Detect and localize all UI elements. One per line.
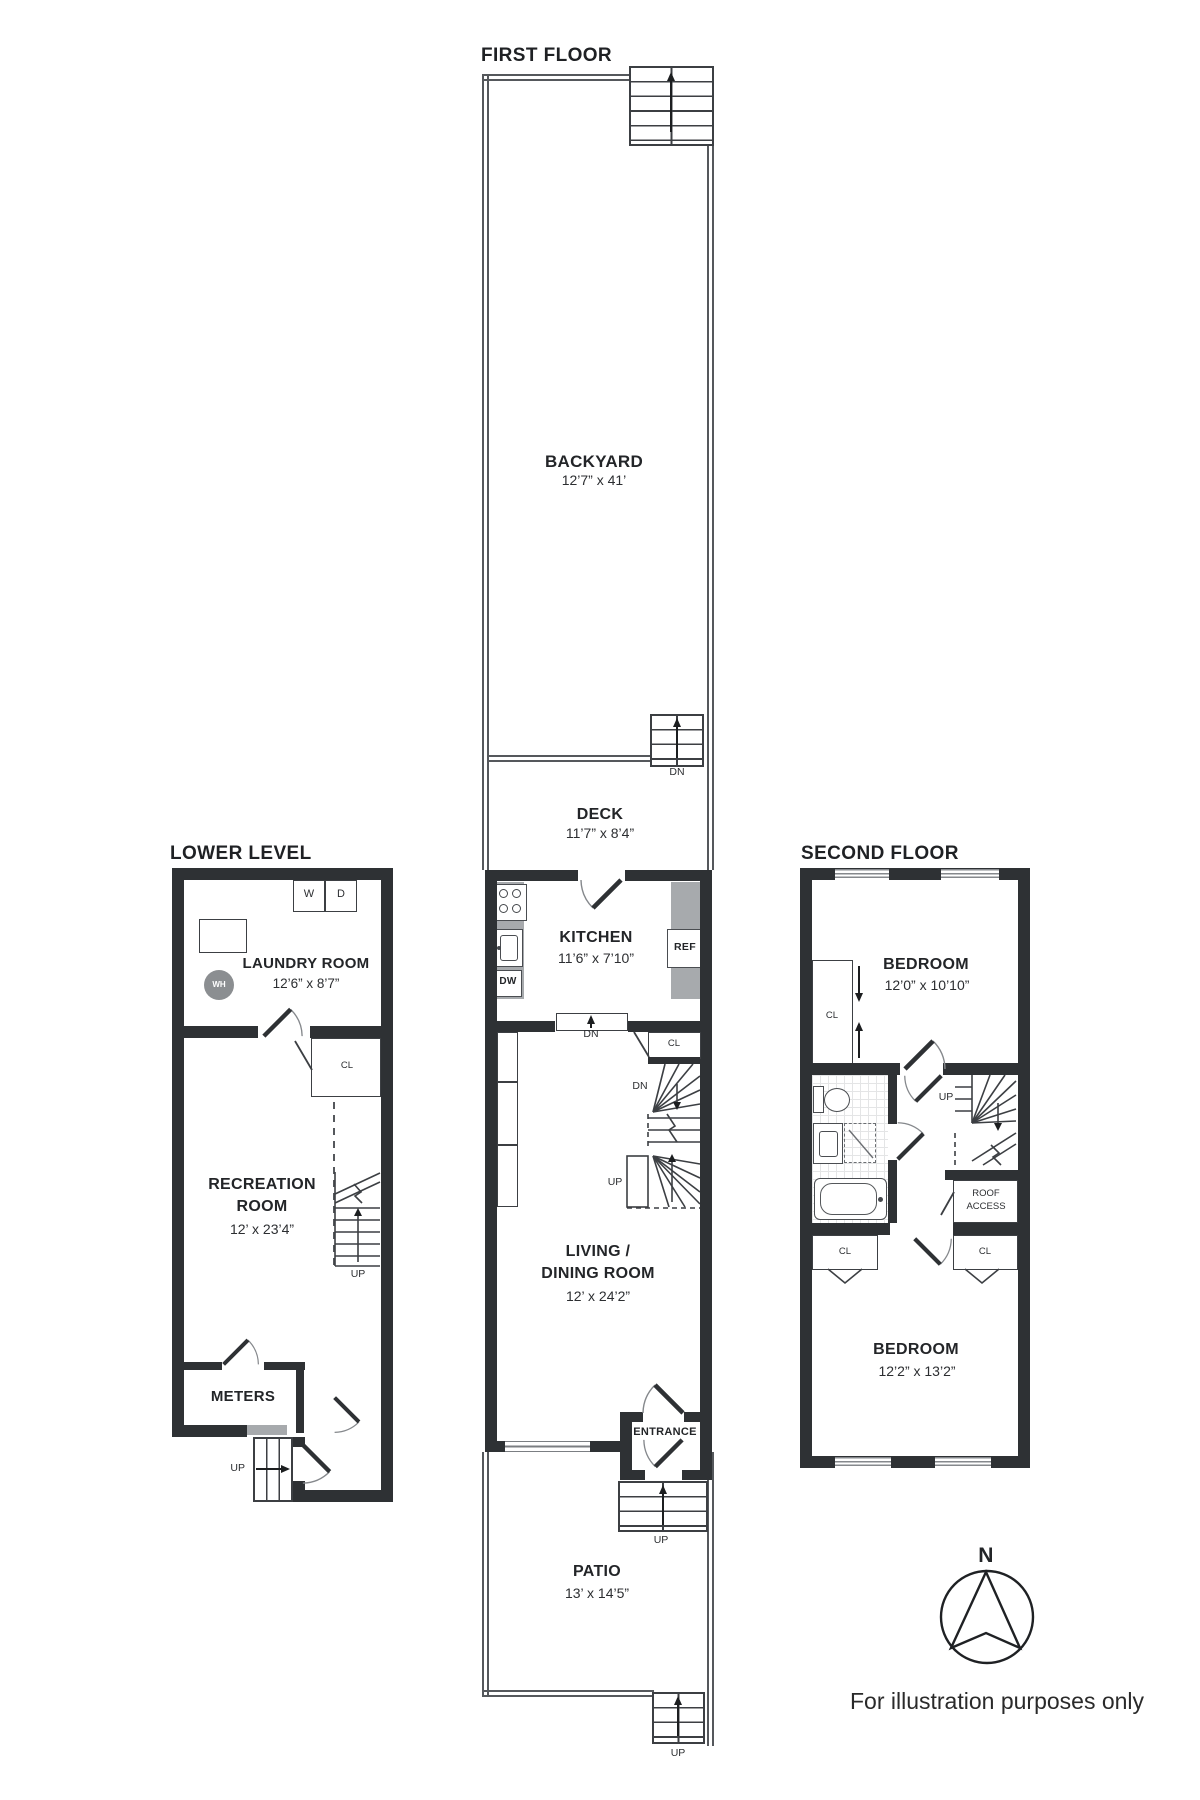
faucet-icon bbox=[497, 946, 501, 950]
backyard-stairs-up-arrow-icon bbox=[670, 74, 672, 132]
kitchen-dims: 11’6” x 7’10” bbox=[557, 950, 635, 966]
patio-boundary-left bbox=[482, 1452, 489, 1697]
drain-icon bbox=[878, 1197, 883, 1202]
wall-segment bbox=[888, 1075, 897, 1124]
living-dims: 12’ x 24’2” bbox=[565, 1288, 631, 1304]
meters-label: METERS bbox=[210, 1388, 276, 1405]
bedroom2-door-icon bbox=[912, 1236, 954, 1278]
dishwasher-label: DW bbox=[499, 976, 517, 987]
bathroom-door-icon bbox=[895, 1120, 937, 1162]
wall-segment bbox=[172, 1425, 247, 1437]
vanity-sink-icon bbox=[813, 1123, 843, 1164]
lower-exterior-door-icon bbox=[300, 1442, 344, 1486]
stair-dn-label: DN bbox=[632, 1080, 648, 1092]
lower-stairs-arrow-icon bbox=[256, 1468, 288, 1470]
bedroom2-window-icon bbox=[835, 1457, 891, 1468]
recreation-up-label: UP bbox=[350, 1268, 366, 1280]
first-floor-title: FIRST FLOOR bbox=[481, 45, 613, 66]
refrigerator-label: REF bbox=[674, 941, 696, 953]
burner-icon bbox=[499, 889, 508, 898]
patio-up-label: UP bbox=[670, 1747, 686, 1759]
burner-icon bbox=[499, 904, 508, 913]
laundry-label: LAUNDRY ROOM bbox=[242, 955, 370, 972]
wall-segment bbox=[682, 1470, 712, 1480]
shower-area-icon bbox=[844, 1123, 876, 1163]
toilet-tank-icon bbox=[813, 1086, 824, 1113]
dryer-label: D bbox=[337, 888, 345, 900]
wall-segment bbox=[180, 1362, 222, 1370]
recreation-label-line2: ROOM bbox=[236, 1198, 288, 1215]
living-closet-label: CL bbox=[667, 1038, 681, 1049]
bedroom1-window-icon bbox=[941, 869, 999, 880]
entrance-stairs-arrow-icon bbox=[662, 1487, 664, 1525]
wall-segment bbox=[310, 1026, 393, 1038]
wall-segment bbox=[296, 1362, 304, 1433]
wall-segment bbox=[485, 1021, 555, 1032]
bedroom2-dims: 12’2” x 13’2” bbox=[878, 1363, 956, 1379]
burner-icon bbox=[512, 904, 521, 913]
wall-segment bbox=[293, 1490, 393, 1502]
wall-segment bbox=[648, 1057, 700, 1064]
deck-stairs-up-arrow-icon bbox=[676, 720, 678, 758]
wall-segment bbox=[485, 870, 578, 881]
utility-fixture bbox=[199, 919, 247, 953]
built-in-cabinet bbox=[497, 1082, 518, 1145]
laundry-dims: 12’6” x 8’7” bbox=[272, 976, 340, 991]
second-floor-title: SECOND FLOOR bbox=[801, 843, 959, 864]
built-in-cabinet bbox=[497, 1145, 518, 1207]
bedroom2-window-icon bbox=[935, 1457, 991, 1468]
laundry-door-icon bbox=[261, 995, 305, 1039]
wall-segment bbox=[172, 868, 393, 880]
bedroom1-door-icon bbox=[902, 1026, 948, 1072]
lower-up-label: UP bbox=[230, 1462, 245, 1474]
stair-hatch bbox=[247, 1425, 287, 1435]
stove-icon bbox=[494, 884, 527, 921]
washer-label: W bbox=[303, 888, 315, 900]
deck-label: DECK bbox=[576, 806, 624, 823]
kitchen-label: KITCHEN bbox=[559, 929, 633, 946]
bedroom2-label: BEDROOM bbox=[873, 1341, 959, 1358]
second-floor-stairs-icon bbox=[953, 1073, 1018, 1170]
living-window-icon bbox=[505, 1441, 590, 1452]
roof-access-label-line1: ROOF bbox=[972, 1188, 1000, 1199]
kitchen-dn-label: DN bbox=[583, 1028, 599, 1040]
living-label-line2: DINING ROOM bbox=[541, 1265, 655, 1282]
wall-segment bbox=[800, 868, 812, 1468]
wall-segment bbox=[1018, 868, 1030, 1468]
roof-access-label-line2: ACCESS bbox=[966, 1201, 1006, 1212]
wall-segment bbox=[700, 870, 712, 1032]
wall-segment bbox=[943, 1063, 1018, 1075]
wall-segment bbox=[953, 1223, 1018, 1235]
kitchen-sink-icon bbox=[495, 929, 523, 967]
wall-segment bbox=[381, 868, 393, 1502]
deck-boundary-line bbox=[489, 755, 652, 762]
entrance-up-label: UP bbox=[653, 1534, 669, 1546]
wall-segment bbox=[812, 1063, 900, 1075]
sink-basin-icon bbox=[819, 1131, 838, 1157]
kitchen-door-icon bbox=[578, 877, 624, 923]
second-stairs-up-label: UP bbox=[938, 1091, 954, 1103]
bathtub-icon bbox=[814, 1178, 887, 1220]
wall-segment bbox=[172, 868, 184, 1437]
recreation-label-line1: RECREATION bbox=[208, 1176, 316, 1193]
deck-dims: 11’7” x 8’4” bbox=[565, 825, 635, 841]
deck-dn-label: DN bbox=[669, 766, 685, 778]
built-in-cabinet bbox=[497, 1032, 518, 1082]
patio-dims: 13’ x 14’5” bbox=[564, 1585, 630, 1601]
closet-chevron-door-icon bbox=[828, 1268, 862, 1284]
entrance-inner-door-icon bbox=[640, 1370, 686, 1416]
meters-door-icon bbox=[221, 1327, 261, 1367]
patio-stairs-arrow-icon bbox=[677, 1698, 679, 1736]
backyard-boundary-left bbox=[482, 74, 489, 870]
wall-segment bbox=[625, 870, 712, 881]
burner-icon bbox=[512, 889, 521, 898]
recreation-dims: 12’ x 23’4” bbox=[229, 1221, 295, 1237]
recreation-closet-label: CL bbox=[340, 1060, 354, 1071]
compass-icon bbox=[935, 1565, 1039, 1657]
stair-up-label: UP bbox=[607, 1176, 623, 1188]
compass-north-label: N bbox=[978, 1544, 994, 1567]
tub-basin-icon bbox=[820, 1183, 877, 1215]
wall-segment bbox=[485, 1032, 497, 1452]
wall-segment bbox=[172, 1026, 258, 1038]
wall-segment bbox=[485, 870, 497, 1032]
bedroom2-closet-label: CL bbox=[838, 1246, 852, 1257]
closet-door-icon bbox=[294, 1040, 314, 1072]
closet-slide-arrow-icon bbox=[858, 1024, 860, 1058]
vestibule-door-icon bbox=[332, 1395, 372, 1435]
entrance-label: ENTRANCE bbox=[633, 1426, 697, 1438]
sink-basin-icon bbox=[500, 935, 518, 961]
patio-boundary-bottom bbox=[482, 1690, 654, 1697]
wall-segment bbox=[684, 1412, 712, 1422]
bedroom1-label: BEDROOM bbox=[883, 956, 969, 973]
bedroom1-window-icon bbox=[835, 869, 889, 880]
wall-segment bbox=[812, 1223, 890, 1235]
lower-level-title: LOWER LEVEL bbox=[170, 843, 312, 864]
closet-slide-arrow-icon bbox=[858, 966, 860, 1000]
backyard-dims: 12’7” x 41’ bbox=[561, 472, 627, 488]
bedroom1-dims: 12’0” x 10’10” bbox=[884, 977, 970, 993]
water-heater-icon: WH bbox=[204, 970, 234, 1000]
closet-chevron-door-icon bbox=[965, 1268, 999, 1284]
step-arrow-icon bbox=[590, 1017, 592, 1028]
bedroom1-closet-label: CL bbox=[825, 1010, 839, 1021]
patio-label: PATIO bbox=[572, 1563, 622, 1580]
entrance-outer-door-icon bbox=[641, 1437, 685, 1481]
backyard-boundary-right bbox=[707, 74, 714, 870]
living-label-line1: LIVING / bbox=[565, 1243, 631, 1260]
hall-door-icon bbox=[902, 1073, 944, 1115]
bedroom2-closet-label: CL bbox=[978, 1246, 992, 1257]
closet-door-icon bbox=[632, 1030, 652, 1060]
toilet-bowl-icon bbox=[824, 1088, 850, 1112]
disclaimer-text: For illustration purposes only bbox=[850, 1688, 1145, 1714]
wall-segment bbox=[888, 1160, 897, 1223]
patio-boundary-right bbox=[707, 1452, 714, 1746]
backyard-label: BACKYARD bbox=[544, 452, 644, 471]
recreation-stairs-icon bbox=[334, 1170, 381, 1268]
wall-segment bbox=[945, 1170, 1018, 1180]
roof-access-door-icon bbox=[939, 1190, 957, 1217]
